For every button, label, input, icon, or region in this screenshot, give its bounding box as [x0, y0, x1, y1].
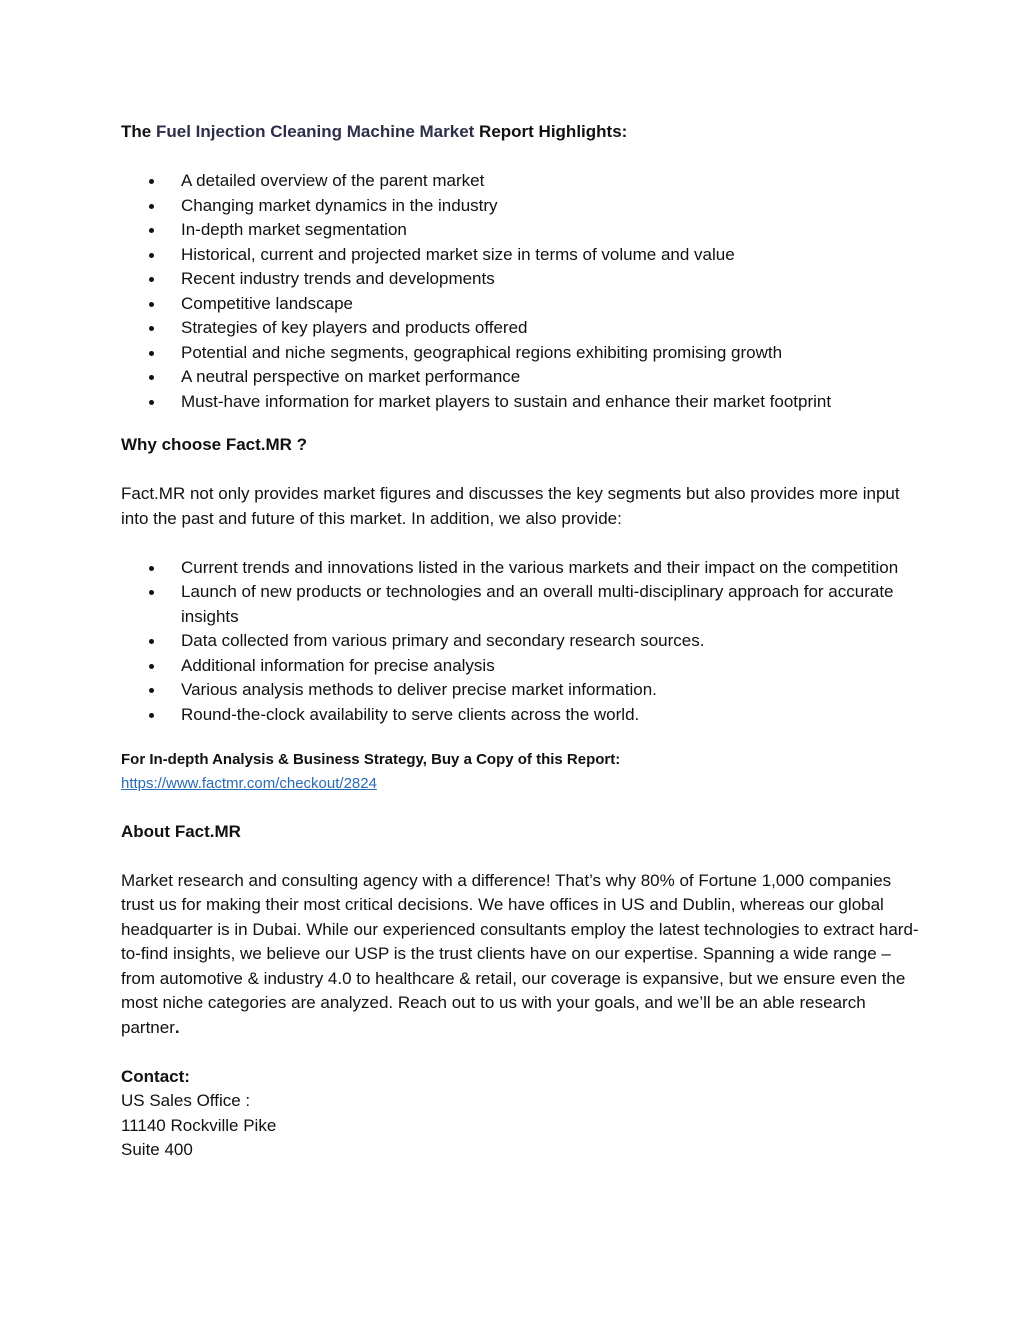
bullet-icon [149, 204, 154, 209]
bullet-icon [149, 351, 154, 356]
contact-heading: Contact: [121, 1066, 190, 1086]
checkout-link[interactable]: https://www.factmr.com/checkout/2824 [121, 775, 377, 792]
heading-prefix: The [121, 122, 152, 141]
bullet-icon [149, 375, 154, 380]
list-item: Various analysis methods to deliver precise market information. [121, 678, 921, 703]
list-item: A detailed overview of the parent market [121, 169, 921, 194]
list-item: Must-have information for market players to sustain and enhance their market footprint [121, 390, 921, 415]
about-heading: About Fact.MR [121, 821, 241, 841]
list-item: Potential and niche segments, geographical regions exhibiting promising growth [121, 341, 921, 366]
bullet-icon [149, 688, 154, 693]
contact-street: 11140 Rockville Pike [121, 1115, 277, 1135]
list-item: Additional information for precise analysis [121, 654, 921, 679]
highlights-list [121, 169, 921, 414]
why-choose-intro: Fact.MR not only provides market figures and discusses the key segments but also provides more input into the past and future of this market. In addition, we also provide: [121, 484, 900, 528]
list-item: Changing market dynamics in the industry [121, 194, 921, 219]
list-item: Data collected from various primary and secondary research sources. [121, 629, 921, 654]
heading-product-name: Fuel Injection Cleaning Machine Market [155, 122, 475, 141]
contact-office: US Sales Office : [121, 1091, 251, 1110]
bullet-icon [149, 302, 154, 307]
buy-report-cta: For In-depth Analysis & Business Strategy, Buy a Copy of this Report: [121, 751, 621, 768]
list-item: A neutral perspective on market performance [121, 365, 921, 390]
why-choose-heading: Why choose Fact.MR ? [121, 435, 308, 454]
list-item: Current trends and innovations listed in the various markets and their impact on the competition [121, 556, 921, 581]
list-item: Recent industry trends and developments [121, 267, 921, 292]
bullet-icon [149, 326, 154, 331]
report-highlights-heading [121, 120, 921, 145]
list-item: In-depth market segmentation [121, 218, 921, 243]
list-item: Launch of new products or technologies and an overall multi-disciplinary approach for accurate insights [121, 580, 921, 629]
bullet-icon [149, 590, 154, 595]
provides-list [121, 556, 921, 728]
bullet-icon [149, 713, 154, 718]
bullet-icon [149, 228, 154, 233]
list-item: Competitive landscape [121, 292, 921, 317]
heading-suffix: Report Highlights: [479, 122, 628, 141]
list-item: Round-the-clock availability to serve clients across the world. [121, 703, 921, 728]
contact-suite: Suite 400 [121, 1140, 193, 1159]
list-item: Strategies of key players and products offered [121, 316, 921, 341]
bullet-icon [149, 277, 154, 282]
bullet-icon [149, 253, 154, 258]
document-page [121, 120, 921, 1163]
bullet-icon [149, 639, 154, 644]
bullet-icon [149, 664, 154, 669]
bullet-icon [149, 566, 154, 571]
bullet-icon [149, 400, 154, 405]
about-body: Market research and consulting agency with a difference! That’s why 80% of Fortune 1,000 companies trust us for making their most critical decisions. We have offices in US and Dublin, whereas our global headquarter is in Dubai. While our experienced consultants employ the latest technologies to extract hard-to-find insights, we believe our USP is the trust clients have on our expertise. Spanning a wide range – from automotive & industry 4.0 to healthcare & retail, our coverage is expansive, but we ensure even the most niche categories are analyzed. Reach out to us with your goals, and we’ll be an able research partner. [121, 870, 919, 1037]
bullet-icon [149, 179, 154, 184]
list-item: Historical, current and projected market size in terms of volume and value [121, 243, 921, 268]
